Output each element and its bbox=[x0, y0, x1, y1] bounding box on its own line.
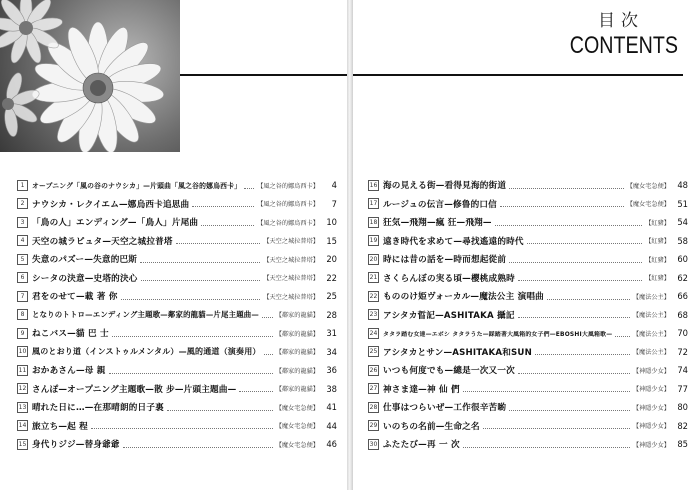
entry-page: 44 bbox=[326, 420, 337, 431]
entry-page: 77 bbox=[677, 383, 688, 394]
entry-number: 23 bbox=[369, 311, 378, 319]
toc-entry bbox=[17, 195, 337, 214]
toc-entry bbox=[17, 306, 337, 325]
entry-number: 29 bbox=[369, 422, 378, 430]
entry-number: 22 bbox=[369, 292, 378, 300]
entry-number: 25 bbox=[369, 348, 378, 356]
entry-source: 【紅豬】 bbox=[645, 275, 670, 283]
toc-entry bbox=[368, 324, 688, 343]
entry-source: 【風之谷的娜烏西卡】 bbox=[257, 201, 319, 209]
dot-leader bbox=[91, 422, 273, 429]
toc-entry bbox=[17, 324, 337, 343]
toc-entry bbox=[368, 287, 688, 306]
contents-title-cn: 目次 bbox=[598, 11, 644, 31]
toc-entry bbox=[17, 213, 337, 232]
entry-page: 36 bbox=[326, 365, 337, 376]
entry-number: 8 bbox=[17, 309, 28, 320]
entry-page: 22 bbox=[326, 272, 337, 283]
toc-entry bbox=[17, 287, 337, 306]
dot-leader bbox=[483, 422, 630, 429]
toc-entry bbox=[17, 343, 337, 362]
entry-source: 【紅豬】 bbox=[645, 219, 670, 227]
header-rule-right bbox=[353, 74, 683, 76]
entry-number: 4 bbox=[17, 235, 28, 246]
entry-title: アシタカとサン—ASHITAKA和SUN bbox=[383, 347, 532, 358]
entry-number: 13 bbox=[18, 403, 27, 411]
entry-title: ルージュの伝言—修鲁的口信 bbox=[383, 199, 497, 210]
dot-leader bbox=[509, 256, 642, 263]
entry-page: 25 bbox=[326, 291, 337, 302]
entry-title: となりのトトロ—エンディング主題歌—鄰家的龍貓—片尾主題曲— bbox=[32, 310, 259, 320]
entry-page: 58 bbox=[677, 235, 688, 246]
entry-number: 9 bbox=[17, 328, 28, 339]
entry-source: 【魔女宅急便】 bbox=[275, 423, 319, 431]
dot-leader bbox=[518, 274, 642, 281]
entry-page: 80 bbox=[677, 402, 688, 413]
toc-entry bbox=[368, 380, 688, 399]
entry-source: 【風之谷的娜烏西卡】 bbox=[257, 182, 319, 190]
dot-leader bbox=[264, 348, 273, 355]
entry-page: 28 bbox=[326, 309, 337, 320]
entry-page: 15 bbox=[326, 235, 337, 246]
entry-number: 2 bbox=[17, 198, 28, 209]
entry-number: 3 bbox=[17, 217, 28, 228]
entry-number: 24 bbox=[369, 329, 378, 337]
entry-title: 狂気—飛翔—瘋 狂—飛翔— bbox=[383, 218, 492, 229]
dot-leader bbox=[239, 385, 272, 392]
entry-title: 失意のパズー—失意的巴斯 bbox=[32, 255, 138, 266]
entry-title: タタラ踏む女達—エボシ タタラうた—踩踏著大風箱的女子們—EBOSHI大風箱歌— bbox=[383, 331, 613, 338]
dot-leader bbox=[547, 293, 630, 300]
dot-leader bbox=[140, 256, 260, 263]
toc-entry bbox=[17, 232, 337, 251]
entry-title: 神さま達—神 仙 們 bbox=[383, 384, 460, 395]
dot-leader bbox=[509, 182, 624, 189]
entry-number: 14 bbox=[18, 422, 27, 430]
toc-entry bbox=[17, 361, 337, 380]
entry-title: いつも何度でも—總是一次又一次 bbox=[383, 366, 515, 377]
entry-number: 11 bbox=[18, 366, 27, 374]
entry-title: 晴れた日に…—在那晴朗的日子裏 bbox=[32, 403, 164, 414]
dot-leader bbox=[495, 219, 643, 226]
dot-leader bbox=[201, 219, 254, 226]
dot-leader bbox=[518, 311, 630, 318]
entry-title: 旅立ち—起 程 bbox=[32, 421, 88, 432]
toc-entry bbox=[368, 250, 688, 269]
toc-entry bbox=[17, 269, 337, 288]
dot-leader bbox=[176, 237, 261, 244]
entry-source: 【紅豬】 bbox=[645, 256, 670, 264]
entry-title: アシタカ䀸記—ASHITAKA 攝記 bbox=[383, 310, 515, 321]
entry-title: さんぽ—オープニング主題歌—散 步—片頭主題曲— bbox=[32, 384, 237, 395]
entry-title: いのちの名前—生命之名 bbox=[383, 421, 480, 432]
right-page bbox=[353, 0, 700, 490]
entry-source: 【神隱少女】 bbox=[632, 386, 670, 394]
entry-number: 21 bbox=[369, 274, 378, 282]
entry-page: 70 bbox=[677, 328, 688, 339]
dot-leader bbox=[167, 404, 273, 411]
entry-source: 【鄰家的龍貓】 bbox=[275, 386, 319, 394]
dot-leader bbox=[192, 200, 254, 207]
entry-title: 君をのせて—載 著 你 bbox=[32, 292, 118, 303]
entry-source: 【天空之城拉普塔】 bbox=[263, 275, 319, 283]
entry-number: 30 bbox=[369, 440, 378, 448]
entry-source: 【魔女宅急便】 bbox=[275, 441, 319, 449]
dot-leader bbox=[121, 293, 261, 300]
entry-number: 18 bbox=[369, 218, 378, 226]
entry-title: 天空の城ラピュタ—天空之城拉普塔 bbox=[32, 236, 173, 247]
entry-source: 【紅豬】 bbox=[645, 238, 670, 246]
entry-page: 41 bbox=[326, 402, 337, 413]
entry-title: オープニング「風の谷のナウシカ」—片頭曲「風之谷的娜烏西卡」 bbox=[32, 182, 242, 191]
entry-source: 【神隱少女】 bbox=[632, 423, 670, 431]
entry-page: 34 bbox=[326, 346, 337, 357]
entry-title: ふたたび—再 一 次 bbox=[383, 440, 460, 451]
entry-number: 26 bbox=[369, 366, 378, 374]
entry-number: 5 bbox=[17, 254, 28, 265]
toc-list-right bbox=[368, 176, 688, 454]
toc-entry bbox=[368, 269, 688, 288]
entry-number: 16 bbox=[369, 181, 378, 189]
toc-entry bbox=[17, 435, 337, 454]
entry-title: 遠き時代を求めて—尋找遙遠的時代 bbox=[383, 236, 524, 247]
entry-source: 【魔法公主】 bbox=[632, 312, 670, 320]
dot-leader bbox=[141, 274, 261, 281]
entry-title: 海の見える街—看得見海的街道 bbox=[383, 181, 507, 192]
dot-leader bbox=[535, 348, 630, 355]
entry-title: 時には昔の話を—時而想起從前 bbox=[383, 255, 507, 266]
entry-title: 「鳥の人」エンディング—「鳥人」片尾曲 bbox=[32, 218, 199, 229]
dot-leader bbox=[463, 441, 630, 448]
left-page bbox=[0, 0, 347, 490]
entry-title: 仕事はつらいぜ—工作很辛苦喲 bbox=[383, 403, 507, 414]
entry-page: 60 bbox=[677, 254, 688, 265]
entry-page: 10 bbox=[326, 217, 337, 228]
entry-number: 12 bbox=[18, 385, 27, 393]
entry-page: 66 bbox=[677, 291, 688, 302]
entry-number: 17 bbox=[369, 200, 378, 208]
entry-number: 28 bbox=[369, 403, 378, 411]
toc-entry bbox=[368, 195, 688, 214]
entry-source: 【神隱少女】 bbox=[632, 441, 670, 449]
entry-page: 54 bbox=[677, 217, 688, 228]
entry-page: 38 bbox=[326, 383, 337, 394]
dot-leader bbox=[262, 311, 273, 318]
entry-source: 【魔法公主】 bbox=[632, 293, 670, 301]
dot-leader bbox=[112, 330, 273, 337]
entry-source: 【鄰家的龍貓】 bbox=[275, 312, 319, 320]
entry-page: 72 bbox=[677, 346, 688, 357]
entry-source: 【神隱少女】 bbox=[632, 404, 670, 412]
entry-title: さくらんぼの実る頃—櫻桃成熟時 bbox=[383, 273, 515, 284]
entry-page: 51 bbox=[677, 198, 688, 209]
entry-page: 68 bbox=[677, 309, 688, 320]
toc-entry bbox=[368, 361, 688, 380]
entry-source: 【魔法公主】 bbox=[632, 349, 670, 357]
dot-leader bbox=[509, 404, 630, 411]
entry-source: 【風之谷的娜烏西卡】 bbox=[257, 219, 319, 227]
entry-source: 【鄰家的龍貓】 bbox=[275, 367, 319, 375]
entry-number: 6 bbox=[17, 272, 28, 283]
toc-entry bbox=[368, 417, 688, 436]
entry-page: 74 bbox=[677, 365, 688, 376]
toc-list-left bbox=[17, 176, 337, 454]
entry-title: おかあさん—母 親 bbox=[32, 366, 106, 377]
entry-page: 82 bbox=[677, 420, 688, 431]
entry-page: 48 bbox=[677, 180, 688, 191]
entry-source: 【天空之城拉普塔】 bbox=[263, 293, 319, 301]
entry-page: 20 bbox=[326, 254, 337, 265]
dot-leader bbox=[123, 441, 273, 448]
toc-entry bbox=[368, 306, 688, 325]
toc-entry bbox=[368, 176, 688, 195]
toc-entry bbox=[368, 213, 688, 232]
toc-entry bbox=[368, 232, 688, 251]
entry-number: 10 bbox=[18, 348, 27, 356]
toc-entry bbox=[368, 435, 688, 454]
header-rule-left bbox=[180, 74, 347, 76]
entry-page: 31 bbox=[326, 328, 337, 339]
entry-source: 【魔女宅急便】 bbox=[275, 404, 319, 412]
entry-number: 19 bbox=[369, 237, 378, 245]
toc-entry bbox=[17, 417, 337, 436]
dot-leader bbox=[518, 367, 630, 374]
dot-leader bbox=[615, 330, 630, 337]
dot-leader bbox=[527, 237, 643, 244]
entry-title: シータの決意—史塔的決心 bbox=[32, 273, 138, 284]
dot-leader bbox=[463, 385, 630, 392]
entry-title: ねこバス—貓 巴 士 bbox=[32, 329, 109, 340]
entry-page: 4 bbox=[331, 180, 337, 191]
entry-source: 【神隱少女】 bbox=[632, 367, 670, 375]
entry-page: 85 bbox=[677, 439, 688, 450]
entry-source: 【魔法公主】 bbox=[632, 330, 670, 338]
entry-page: 62 bbox=[677, 272, 688, 283]
entry-source: 【天空之城拉普塔】 bbox=[263, 256, 319, 264]
toc-entry bbox=[17, 380, 337, 399]
entry-page: 7 bbox=[331, 198, 337, 209]
entry-source: 【鄰家的龍貓】 bbox=[275, 330, 319, 338]
toc-entry bbox=[368, 343, 688, 362]
toc-entry bbox=[368, 398, 688, 417]
toc-entry bbox=[17, 176, 337, 195]
entry-number: 15 bbox=[18, 440, 27, 448]
entry-source: 【魔女宅急便】 bbox=[626, 182, 670, 190]
flower-photo bbox=[0, 0, 180, 152]
entry-number: 1 bbox=[17, 180, 28, 191]
contents-title-en: CONTENTS bbox=[569, 32, 678, 59]
entry-title: 風のとおり道（インストゥルメンタル）—風的通道（演奏用） bbox=[32, 347, 261, 357]
entry-source: 【鄰家的龍貓】 bbox=[275, 349, 319, 357]
entry-title: ナウシカ・レクイエム—娜烏西卡追思曲 bbox=[32, 199, 190, 210]
dot-leader bbox=[244, 182, 254, 189]
dot-leader bbox=[500, 200, 624, 207]
entry-page: 46 bbox=[326, 439, 337, 450]
entry-source: 【魔女宅急便】 bbox=[626, 201, 670, 209]
dot-leader bbox=[109, 367, 273, 374]
toc-entry bbox=[17, 250, 337, 269]
entry-title: もののけ姫ヴォーカル—魔法公主 演唱曲 bbox=[383, 292, 544, 303]
entry-number: 27 bbox=[369, 385, 378, 393]
entry-number: 20 bbox=[369, 255, 378, 263]
entry-source: 【天空之城拉普塔】 bbox=[263, 238, 319, 246]
toc-entry bbox=[17, 398, 337, 417]
entry-number: 7 bbox=[17, 291, 28, 302]
entry-title: 身代りジジ—替身爺爺 bbox=[32, 440, 120, 451]
